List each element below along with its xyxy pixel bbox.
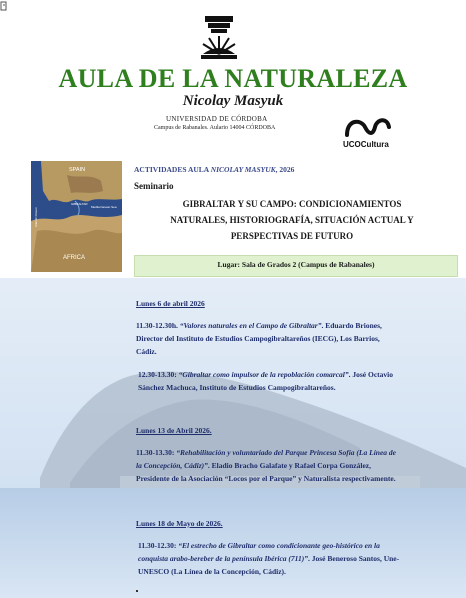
talk-title: “Gibraltar como impulsor de la repoblación comarcal” <box>178 370 349 379</box>
seminar-title <box>134 196 450 244</box>
activities-heading <box>134 165 294 174</box>
campus-address: Campus de Rabanales. Aulario 14004 CÓRDOBA <box>154 125 276 131</box>
activities-name: NICOLAY MASYUK <box>210 165 276 174</box>
schedule-date-2: Lunes 13 de Abril 2026. <box>136 426 212 435</box>
university-name: UNIVERSIDAD DE CÓRDOBA <box>166 115 268 123</box>
activities-prefix: ACTIVIDADES AULA <box>134 165 211 174</box>
university-logo-icon <box>199 14 239 60</box>
talk-1 <box>136 319 454 358</box>
schedule-date-3: Lunes 18 de Mayo de 2026. <box>136 519 223 528</box>
location-text: Lugar: Sala de Grados 2 (Campus de Rabanales) <box>217 260 375 269</box>
location-box <box>134 255 458 277</box>
uco-cultura-label: UCOCultura <box>343 140 389 149</box>
activities-year: , 2026 <box>275 165 295 174</box>
talk-speaker: . José Octavio <box>348 370 393 379</box>
talk-title: “El estrecho de Gibraltar como condicionante geo-histórico en la <box>178 541 380 550</box>
talk-speaker-detail: Director del Instituto de Estudios Campogibraltareños (IECG), Los Barrios, <box>136 334 380 343</box>
talk-time: 12.30-13.30: <box>138 370 179 379</box>
talk-speaker-detail: UNESCO (La Línea de la Concepción, Cádiz). <box>138 567 286 576</box>
map-label-ocean: Atlantic Ocean <box>34 207 38 227</box>
talk-speaker: . Eduardo Briones, <box>321 321 382 330</box>
talk-speaker-detail: Presidente de la Asociación “Locos por el Parque” y Naturalista respectivamente. <box>136 474 396 483</box>
seminar-title-line: GIBRALTAR Y SU CAMPO: CONDICIONAMIENTOS <box>182 199 402 209</box>
page-subtitle: Nicolay Masyuk <box>182 93 284 109</box>
talk-title: conquista arabo-bereber de la península Ibérica (711)” <box>138 554 308 563</box>
talk-3 <box>136 446 454 485</box>
schedule-date-1: Lunes 6 de abril 2026 <box>136 299 205 308</box>
talk-speaker-detail: Cádiz. <box>136 347 157 356</box>
map-label-africa: AFRICA <box>63 255 86 261</box>
map-label-spain: SPAIN <box>69 167 86 173</box>
talk-speaker: . José Beneroso Santos, Une- <box>308 554 400 563</box>
seminar-title-line: NATURALES, HISTORIOGRAFÍA, SITUACIÓN ACTUAL Y <box>170 215 414 225</box>
talk-speaker: . Eladio Bracho Galafate y Rafael Corpa González, <box>207 461 371 470</box>
seminar-title-line: PERSPECTIVAS DE FUTURO <box>230 231 354 241</box>
talk-4 <box>138 539 454 578</box>
map-label-sea: Mediterranean Sea <box>91 205 117 209</box>
talk-time: 11.30-13.30: <box>136 448 177 457</box>
talk-title: “Valores naturales en el Campo de Gibraltar” <box>179 321 322 330</box>
corner-link-icon <box>0 0 8 14</box>
uco-cultura-logo-icon <box>343 113 393 139</box>
event-type: Seminario <box>134 181 174 191</box>
talk-time: 11.30-12.30h. <box>136 321 180 330</box>
strait-map-image <box>31 161 122 272</box>
page-title: AULA DE LA NATURALEZA <box>58 64 408 93</box>
talk-title: la Concepción, Cádiz)” <box>136 461 208 470</box>
talk-2 <box>138 368 454 394</box>
talk-speaker-detail: Sánchez Machuca, Instituto de Estudios Campogibraltareños. <box>138 383 336 392</box>
talk-title: “Rehabilitación y voluntariado del Parque Princesa Sofía (La Línea de <box>176 448 397 457</box>
bullet-dot <box>136 590 138 592</box>
talk-time: 11.30-12.30: <box>138 541 179 550</box>
map-label-gibraltar: GIBRALTAR <box>71 202 88 206</box>
